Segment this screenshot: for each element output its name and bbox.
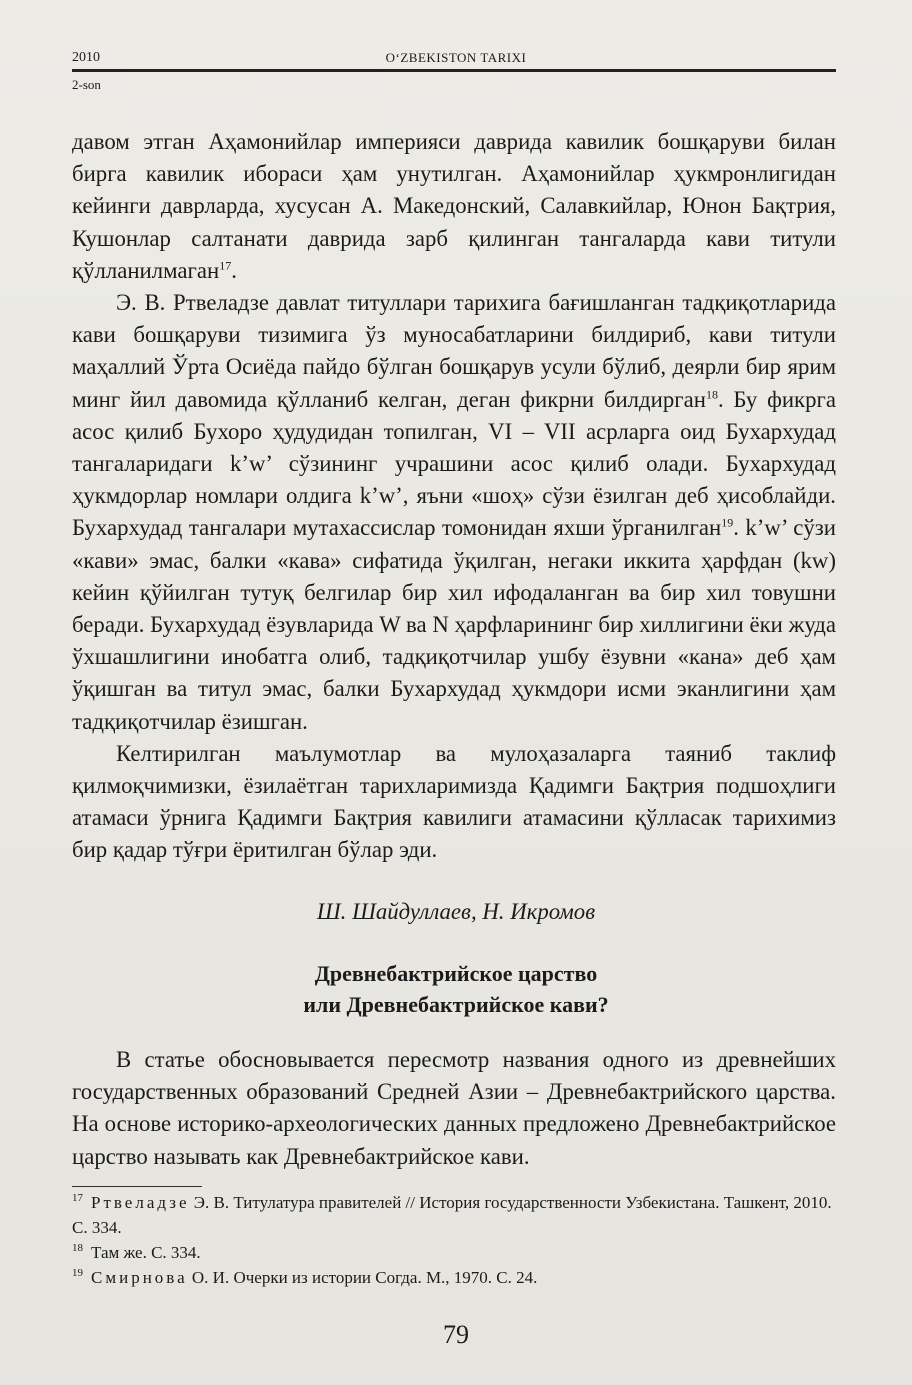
abstract-paragraph: В статье обосновывается пересмотр названия одного из древнейших государственных образований Средней Азии – Древнебактрийского царства. На основе историко-археологических данных предложено Древнебактрийское царство называть как Древнебактрийское кави. (72, 1047, 836, 1169)
footnote-ref-18: 18 (705, 387, 718, 402)
paragraph-1: давом этган Аҳамонийлар империяси даврида кавилик бошқаруви билан бирга кавилик ибораси ҳам унутилган. Аҳамонийлар ҳукмронлигидан кейинги даврларда, хусусан А. Македонский, Салавкийлар, Юнон Бақтрия, Кушонлар салтанати даврида зарб қилинган тангаларда кави титули қўлланилмаган$^{17}$. (72, 129, 836, 283)
page-number: 79 (443, 1320, 469, 1349)
article-title-line-1: Древнебактрийское царство (314, 961, 598, 986)
footnote-18: $^{18}$ Там же. С. 334. (72, 1242, 201, 1262)
footnote-separator (72, 1186, 202, 1187)
header-year: 2010 (72, 50, 100, 65)
header-rule (72, 69, 836, 72)
article-title-line-2: или Древнебактрийское кави? (303, 992, 609, 1017)
footnotes (72, 1190, 836, 1290)
footnote-19: $^{19}$ Смирнова О. И. Очерки из истории Согда. М., 1970. С. 24. (72, 1267, 538, 1287)
paragraph-2: Э. В. Ртвеладзе давлат титуллари тарихига бағишланган тадқиқотларида кави бошқаруви тизимига ўз муносабатларини билдириб, кави титули маҳаллий Ўрта Осиёда пайдо бўлган бошқарув усули бўлиб, деярли бир ярим минг йил давомида қўлланиб келган, деган фикрни билдирган$^{18}$. Бу фикрга асос қилиб Бухоро ҳудудидан топилган, VI – VII асрларга оид Бухархудад тангаларидаги k’w’ сўзининг учрашини асос қилиб олади. Бухархудад ҳукмдорлар номлари олдига k’w’, яъни «шоҳ» сўзи ёзилган деб ҳисоблайди. Бухархудад тангалари мутахассислар томонидан яхши ўрганилган$^{19}$. k’w’ сўзи «кави» эмас, балки «кава» сифатида ўқилган, негаки иккита ҳарфдан (kw) кейин қўйилган тутуқ белгилар бир хил ифодаланган ва бир хил товушни беради. Бухархудад ёзувларида W ва N ҳарфларининг бир хиллигини ёки жуда ўхшашлигини инобатга олиб, тадқиқотчилар ушбу ёзувни «кана» деб ҳам ўқишган ва титул эмас, балки Бухархудад ҳукмдори исми эканлигини ҳам тадқиқотчилар ёзишган. (72, 290, 837, 734)
footnote-ref-19: 19 (721, 515, 734, 530)
abstract-text (72, 1044, 836, 1173)
footnote-ref-17: 17 (219, 258, 232, 273)
main-body-text (72, 126, 836, 867)
article-title (0, 958, 912, 1020)
header-journal-title: O‘ZBEKISTON TARIXI (385, 50, 527, 65)
footnote-17: $^{17}$ Ртвеладзе Э. В. Титулатура правителей // История государственности Узбекистана. Ташкент, 2010. С. 334. (72, 1192, 832, 1237)
header-issue: 2-son (72, 77, 101, 92)
paragraph-3: Келтирилган маълумотлар ва мулоҳазаларга таяниб таклиф қилмоқчимизки, ёзилаётган тарихларимизда Қадимги Бақтрия подшоҳлиги атамаси ўрнига Қадимги Бақтрия кавилиги атамасини қўлласак тарихимиз бир қадар тўғри ёритилган бўлар эди. (72, 740, 836, 863)
article-authors: Ш. Шайдуллаев, Н. Икромов (316, 899, 596, 924)
